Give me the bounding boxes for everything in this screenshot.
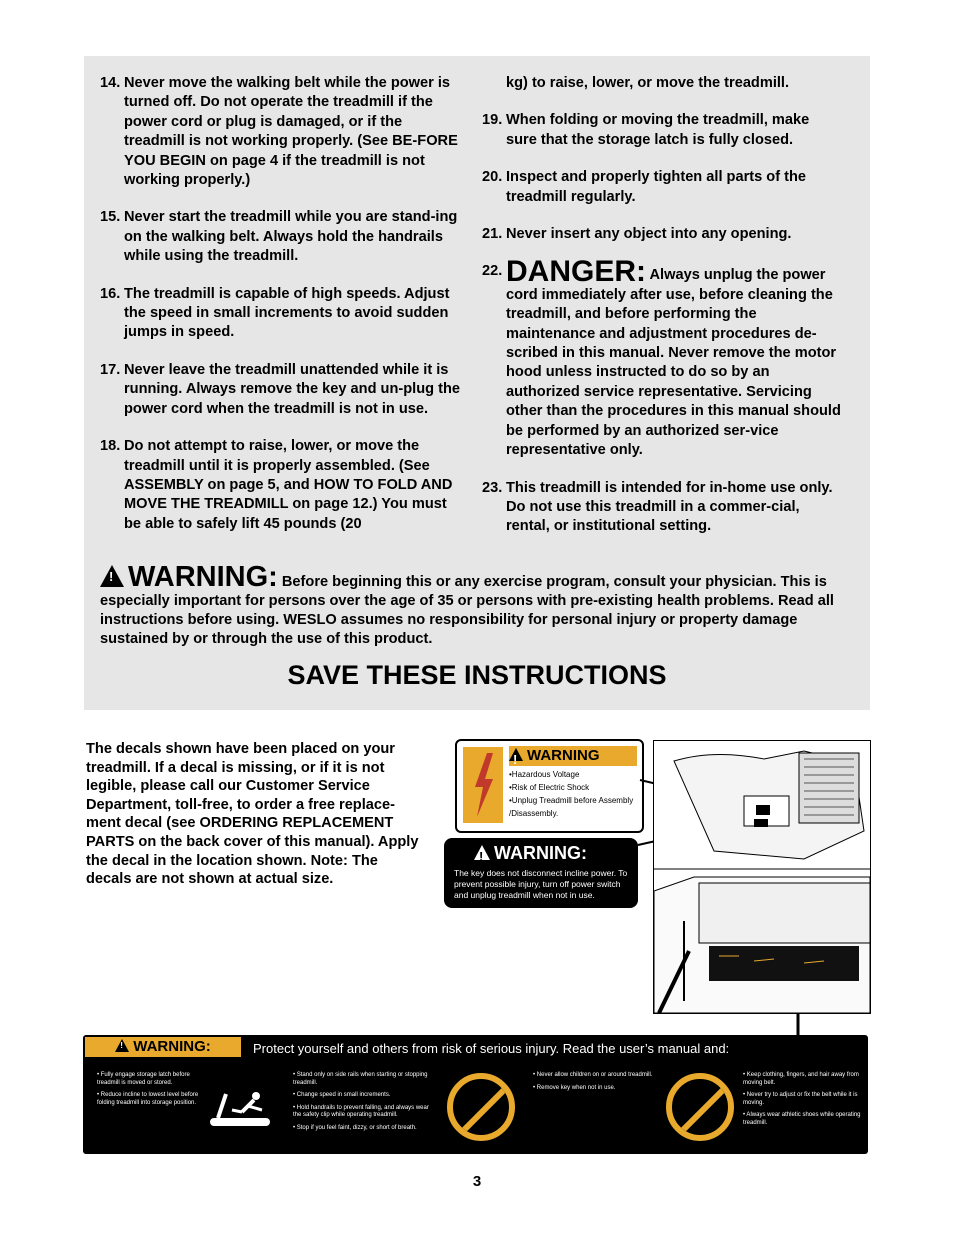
decal-col-1: • Fully engage storage latch before treadmill is moved or stored. • Reduce incline to lowest level before folding treadmill into storage position.: [97, 1072, 199, 1106]
decal-header: !WARNING:: [85, 1037, 241, 1057]
list-item-continuation: kg) to raise, lower, or move the treadmill.: [506, 75, 790, 91]
decal-description: The decals shown have been placed on your treadmill. If a decal is missing, or if it is not legible, please call our Customer Service Department, toll-free, to order a free replace-ment decal (see ORDERING REPLACEMENT PARTS on the back cover of this manual). Apply the decal in the location shown. Note: The decals are not shown at actual size.: [86, 741, 419, 888]
warning-label: WARNING:: [128, 561, 278, 593]
warning-paragraph: !WARNING: Before beginning this or any exercise program, consult your physician. This is especially important for persons over the age of 35 or persons with pre-existing health problems. Read all instructions before using. WESLO assumes no responsibility for personal injury or property damage sustained by or through the use of this product.: [100, 565, 860, 649]
warning-triangle-icon: [115, 1039, 129, 1052]
list-item: 18. Do not attempt to raise, lower, or move the treadmill until it is properly assembled. (See ASSEMBLY on page 5, and HOW TO FOLD AND MOVE THE TREADMILL on page 12.) You must be able to safely lift 45 pounds (20: [100, 438, 453, 532]
page-number: 3: [472, 1173, 482, 1190]
decal-header: !WARNING: [509, 746, 637, 766]
no-children-icon: [447, 1073, 515, 1141]
save-instructions-title: SAVE THESE INSTRUCTIONS: [287, 660, 667, 690]
decal-headline: Protect yourself and others from risk of serious injury. Read the user’s manual and:: [253, 1041, 730, 1056]
list-item: 23. This treadmill is intended for in-home use only. Do not use this treadmill in a commer-cial, rental, or institutional setting.: [482, 479, 833, 535]
decal-col-4: • Keep clothing, fingers, and hair away from moving belt. • Never try to adjust or fix the belt while it is moving. • Always wear athletic shoes while operating treadmill.: [743, 1072, 861, 1126]
list-item: 19. When folding or moving the treadmill, make sure that the storage latch is fully closed.: [482, 112, 810, 148]
no-hands-near-belt-icon: [666, 1073, 734, 1141]
decal-header: !WARNING:: [474, 843, 587, 864]
danger-item: 22. DANGER: Always unplug the power cord immediately after use, before cleaning the treadmill, and before performing the maintenance and adjustment procedures de-scribed in this manual. Never remove the motor hood unless instructed to do so by an authorized service representative. Servicing other than the procedures in this manual should be performed by an authorized ser-vice representative only.: [482, 255, 841, 459]
list-item: 14. Never move the walking belt while the power is turned off. Do not operate the treadmill if the power cord or plug is damaged, or if the treadmill is not working properly. (See BE-FORE YOU BEGIN on page 4 if the treadmill is not working properly.): [100, 75, 458, 189]
list-item: 17. Never leave the treadmill unattended while it is running. Always remove the key and un-plug the power cord when the treadmill is not in use.: [100, 361, 460, 417]
list-item: 15. Never start the treadmill while you are stand-ing on the walking belt. Always hold the handrails while using the treadmill.: [100, 209, 458, 265]
decal-lines: •Hazardous Voltage •Risk of Electric Shock •Unplug Treadmill before Assembly /Disassembly.: [509, 770, 634, 818]
treadmill-illustration: [653, 740, 871, 1014]
decal-col-2: • Stand only on side rails when starting or stopping treadmill. • Change speed in small increments. • Hold handrails to prevent falling, and always wear the safety clip while operating treadmill. • Stop if you feel faint, dizzy, or short of breath.: [293, 1072, 429, 1131]
treadmill-fall-icon: [208, 1090, 278, 1140]
list-item: 16. The treadmill is capable of high speeds. Adjust the speed in small increments to avoid sudden jumps in speed.: [100, 285, 450, 341]
incline-power-decal: !WARNING: The key does not disconnect incline power. To prevent possible injury, turn off power switch and unplug treadmill when not in use.: [444, 838, 638, 908]
decal-col-3: • Never allow children on or around treadmill. • Remove key when not in use.: [533, 1072, 653, 1091]
list-item: 20. Inspect and properly tighten all parts of the treadmill regularly.: [482, 169, 807, 205]
bottom-warning-decal: [83, 1035, 868, 1154]
list-item: 21. Never insert any object into any opening.: [482, 226, 792, 243]
danger-label: DANGER:: [506, 255, 646, 289]
